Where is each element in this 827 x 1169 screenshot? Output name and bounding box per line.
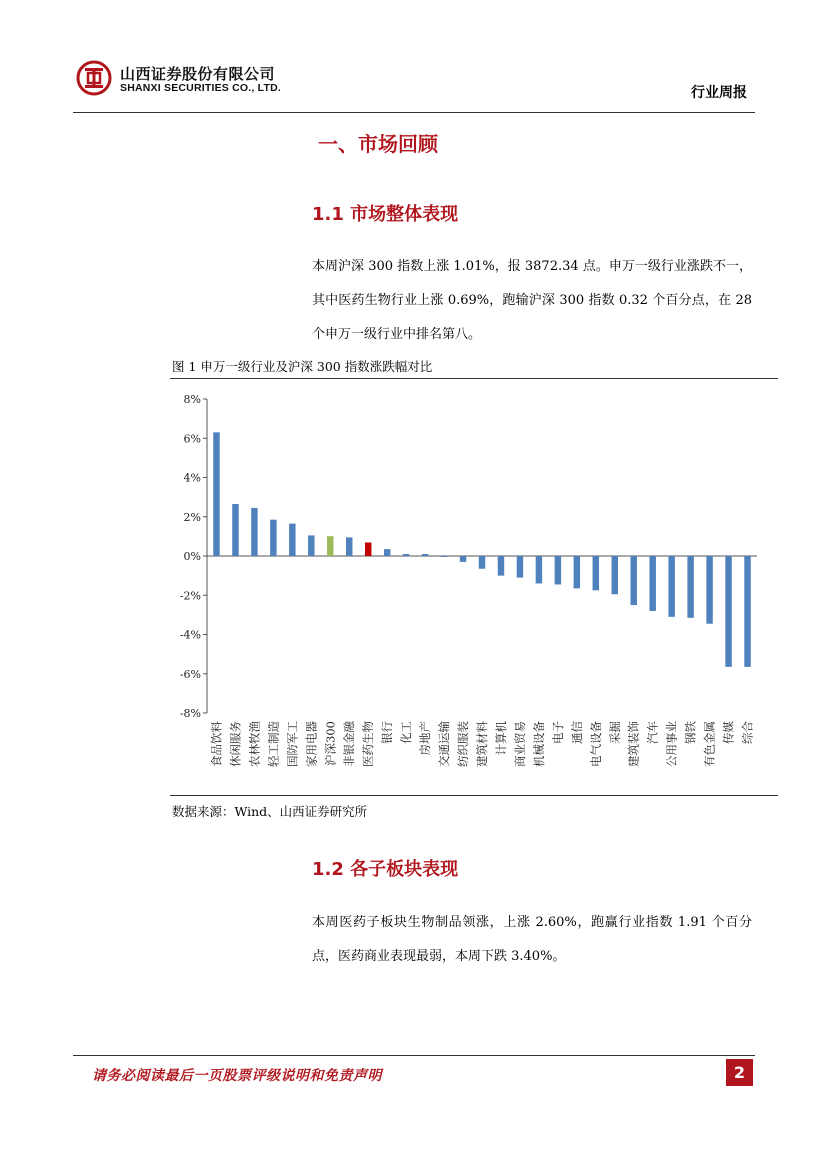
subsection-title-subsectors: 1.2 各子板块表现	[312, 859, 459, 880]
x-category-label: 房地产	[418, 721, 433, 756]
bar	[346, 537, 352, 556]
figure-source: 数据来源：Wind、山西证券研究所	[172, 804, 368, 819]
y-tick-label: 2%	[183, 510, 201, 524]
header-divider	[73, 112, 755, 113]
footer-divider	[73, 1055, 755, 1056]
y-tick-label: -4%	[179, 628, 201, 642]
bar	[668, 556, 674, 617]
bar	[725, 556, 731, 667]
x-category-label: 采掘	[607, 721, 622, 744]
y-tick-label: -8%	[179, 707, 201, 720]
bar	[460, 556, 466, 562]
bar	[593, 556, 599, 590]
x-category-label: 综合	[740, 721, 755, 744]
x-category-label: 汽车	[645, 721, 660, 744]
x-category-label: 食品饮料	[209, 721, 224, 767]
x-category-label: 电子	[550, 721, 565, 744]
x-category-label: 交通运输	[437, 721, 452, 767]
x-category-label: 纺织服装	[456, 721, 471, 767]
x-category-label: 银行	[380, 721, 395, 744]
x-category-label: 商业贸易	[512, 721, 527, 767]
bar	[232, 504, 238, 556]
section-title: 一、市场回顾	[318, 132, 438, 156]
figure-bottom-rule	[170, 795, 778, 796]
figure-top-rule	[170, 378, 778, 379]
x-category-label: 沪深300	[323, 721, 338, 766]
y-tick-label: 8%	[183, 393, 201, 406]
subsection-title-market: 1.1 市场整体表现	[312, 204, 459, 225]
subsector-summary-paragraph: 本周医药子板块生物制品领涨，上涨 2.60%，跑赢行业指数 1.91 个百分点，医药商业表现最弱，本周下跌 3.40%。	[312, 915, 752, 964]
company-name-cn: 山西证券股份有限公司	[120, 65, 276, 83]
bar	[289, 524, 295, 556]
bar	[422, 554, 428, 556]
y-tick-label: -2%	[179, 589, 201, 603]
x-category-label: 通信	[569, 721, 584, 744]
x-category-label: 传媒	[721, 721, 736, 744]
x-category-label: 轻工制造	[266, 721, 281, 767]
x-category-label: 医药生物	[361, 721, 376, 767]
market-summary-paragraph: 本周沪深 300 指数上涨 1.01%，报 3872.34 点。申万一级行业涨跌不一，其中医药生物行业上涨 0.69%，跑输沪深 300 指数 0.32 个百分点，在 28 个申万一级行业中排名第八。	[312, 259, 752, 342]
bar	[498, 556, 504, 576]
x-category-label: 建筑材料	[475, 721, 489, 767]
report-type-label: 行业周报	[691, 85, 747, 101]
x-category-label: 机械设备	[531, 721, 546, 767]
bar	[384, 549, 390, 556]
bar	[517, 556, 523, 578]
bar	[612, 556, 618, 594]
bar	[744, 556, 750, 667]
x-category-label: 有色金属	[702, 721, 717, 767]
bar	[649, 556, 655, 611]
bar	[403, 554, 409, 556]
bar	[213, 432, 219, 556]
x-category-label: 电气设备	[588, 721, 603, 767]
bar	[536, 556, 542, 583]
y-tick-label: 0%	[183, 550, 201, 563]
disclaimer-notice: 请务必阅读最后一页股票评级说明和免责声明	[92, 1068, 382, 1084]
bar	[479, 556, 485, 569]
industry-change-bar-chart	[160, 382, 770, 792]
x-category-label: 钢铁	[683, 721, 698, 744]
bar	[574, 556, 580, 588]
x-category-label: 计算机	[493, 721, 508, 756]
bar	[327, 536, 333, 556]
x-category-label: 家用电器	[304, 721, 319, 767]
bar	[441, 556, 447, 557]
x-category-label: 农林牧渔	[247, 721, 262, 767]
company-logo	[76, 60, 112, 96]
bar	[365, 542, 371, 556]
y-tick-label: 4%	[183, 471, 201, 485]
x-category-label: 非银金融	[342, 721, 357, 767]
page-number: 2	[726, 1059, 753, 1086]
x-category-label: 国防军工	[285, 721, 300, 767]
x-category-label: 公用事业	[664, 721, 679, 767]
bar	[555, 556, 561, 584]
bar	[687, 556, 693, 618]
company-name-en: SHANXI SECURITIES CO., LTD.	[120, 82, 281, 94]
bar	[251, 508, 257, 556]
bar	[308, 535, 314, 556]
bar	[631, 556, 637, 605]
bar	[706, 556, 712, 624]
figure-caption: 图 1 申万一级行业及沪深 300 指数涨跌幅对比	[172, 359, 433, 374]
y-tick-label: 6%	[183, 432, 201, 446]
x-category-label: 休闲服务	[228, 721, 243, 767]
x-category-label: 建筑装饰	[626, 721, 641, 767]
bar	[270, 520, 276, 556]
x-category-label: 化工	[399, 721, 414, 744]
y-tick-label: -6%	[179, 667, 201, 681]
